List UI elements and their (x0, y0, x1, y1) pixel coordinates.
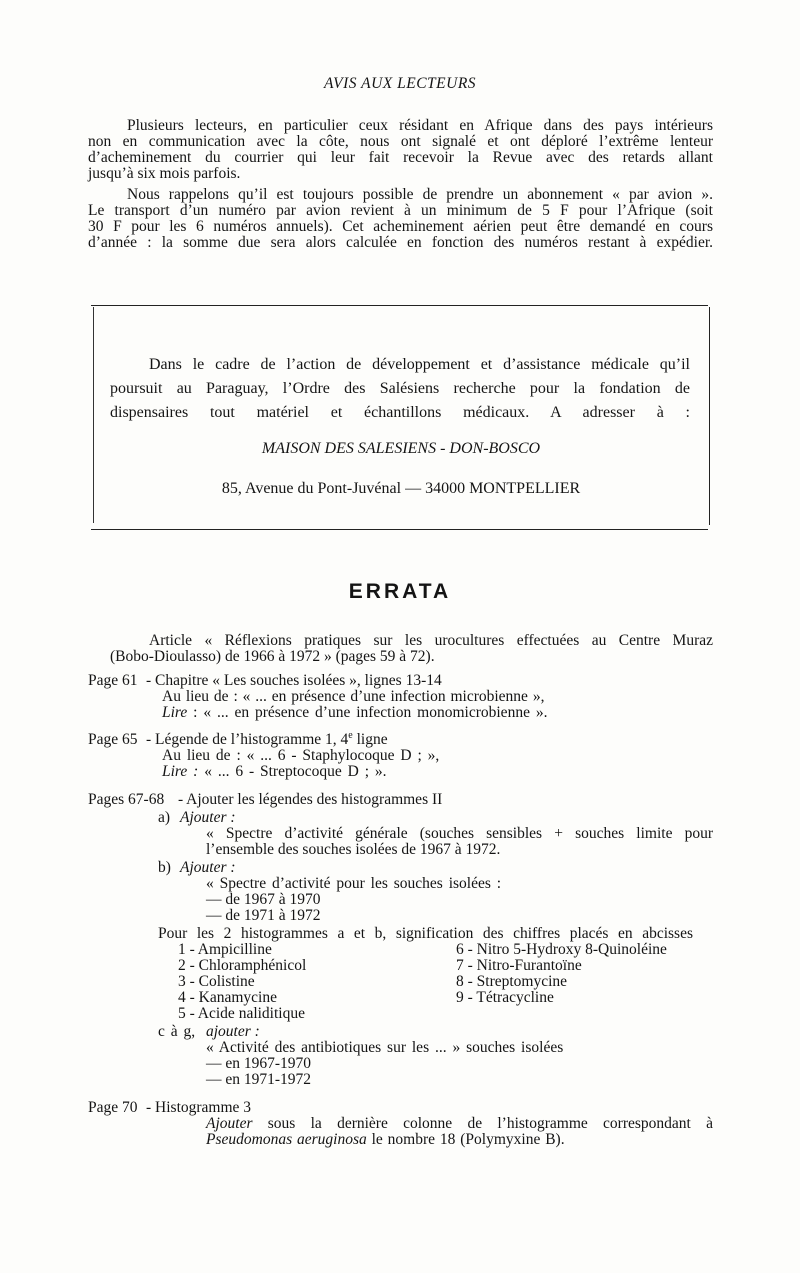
text-line: « Spectre d’activité pour les souches isolées : (206, 875, 502, 892)
lire-label: Lire (162, 704, 188, 721)
list-item: 5 - Acide naliditique (178, 1005, 305, 1022)
page-ref: Pages 67-68 (88, 791, 165, 808)
page-ref: Page 61 (88, 672, 138, 689)
text-line: — de 1967 à 1970 (206, 891, 321, 908)
text-line (206, 1116, 713, 1132)
text-line: Le transport d’un numéro par avion revient à un minimum de 5 F pour l’Afrique (soit (88, 202, 713, 219)
text-line: Au lieu de : « ... 6 - Staphylocoque D ; », (162, 747, 440, 764)
species-name: Pseudomonas aeruginosa (206, 1131, 367, 1148)
box-border-right (709, 307, 710, 525)
ajouter-label: ajouter : (206, 1023, 260, 1040)
list-item: 2 - Chloramphénicol (178, 957, 307, 974)
errata-title: ERRATA (348, 580, 452, 603)
superscript: e (348, 729, 353, 741)
text-line: « Spectre d’activité générale (souches sensibles + souches limite pour (206, 825, 713, 842)
text-line: — de 1971 à 1972 (206, 907, 321, 924)
text-line (162, 705, 547, 721)
text-line: - Chapitre « Les souches isolées », lignes 13-14 (146, 672, 442, 689)
text-line: Au lieu de : « ... en présence d’une infection microbienne », (162, 688, 545, 705)
lire-label: Lire : (162, 763, 199, 780)
text-line: non en communication avec la côte, nous ont signalé et ont déploré l’extrême lenteur (88, 133, 713, 150)
box-organization: MAISON DES SALESIENS - DON-BOSCO (261, 440, 541, 457)
lire-text: : « ... en présence d’une infection monomicrobienne ». (187, 704, 548, 721)
text-line: 30 F pour les 6 numéros annuels). Cet acheminement aérien peut être demandé en cours (88, 218, 713, 235)
ajouter-label: Ajouter : (180, 809, 236, 826)
box-line: dispensaires tout matériel et échantillons médicaux. A adresser à : (110, 404, 690, 421)
text-part: le nombre 18 (Polymyxine B). (366, 1131, 565, 1148)
ajouter-label: Ajouter (206, 1115, 253, 1132)
text-line: Plusieurs lecteurs, en particulier ceux résidant en Afrique dans des pays intérieurs (127, 117, 713, 134)
lire-text: « ... 6 - Streptocoque D ; ». (198, 763, 387, 780)
text-line: — en 1967-1970 (206, 1055, 312, 1072)
list-item: 3 - Colistine (178, 973, 255, 990)
text-line (146, 729, 388, 748)
page-ref: Page 70 (88, 1099, 138, 1116)
text-line: Article « Réflexions pratiques sur les urocultures effectuées au Centre Muraz (149, 632, 713, 649)
item-label: c à g, (158, 1023, 196, 1040)
list-item: 7 - Nitro-Furantoïne (456, 957, 582, 974)
avis-title: AVIS AUX LECTEURS (323, 75, 477, 92)
text-line: « Activité des antibiotiques sur les ... » souches isolées (206, 1039, 564, 1056)
text-line: - Ajouter les légendes des histogrammes II (178, 791, 443, 808)
item-label: a) (158, 809, 171, 826)
box-line: poursuit au Paraguay, l’Ordre des Salésiens recherche pour la fondation de (110, 380, 690, 397)
text-line: Nous rappelons qu’il est toujours possible de prendre un abonnement « par avion ». (127, 186, 713, 203)
list-item: 1 - Ampicilline (178, 941, 272, 958)
box-line: Dans le cadre de l’action de développement et d’assistance médicale qu’il (149, 356, 690, 373)
text-line: jusqu’à six mois parfois. (88, 165, 241, 182)
list-item: 4 - Kanamycine (178, 989, 277, 1006)
text-part: - Légende de l’histogramme 1, 4 (146, 731, 349, 748)
text-line: (Bobo-Dioulasso) de 1966 à 1972 » (pages 59 à 72). (110, 648, 435, 665)
item-label: b) (158, 859, 171, 876)
list-item: 6 - Nitro 5-Hydroxy 8-Quinoléine (456, 941, 667, 958)
list-item: 9 - Tétracycline (456, 989, 554, 1006)
text-line: — en 1971-1972 (206, 1071, 312, 1088)
page-ref: Page 65 (88, 731, 138, 748)
text-line: d’acheminement du courrier qui leur fait recevoir la Revue avec des retards allant (88, 149, 713, 166)
text-line: l’ensemble des souches isolées de 1967 à 1972. (206, 841, 501, 858)
text-line: d’année : la somme due sera alors calculée en fonction des numéros restant à expédier. (88, 234, 713, 251)
text-line: Pour les 2 histogrammes a et b, signification des chiffres placés en abcisses (158, 925, 693, 942)
text-line (162, 764, 387, 780)
ajouter-label: Ajouter : (180, 859, 236, 876)
text-part: sous la dernière colonne de l’histogramme correspondant à (252, 1115, 713, 1132)
text-part: ligne (352, 731, 388, 748)
box-address: 85, Avenue du Pont-Juvénal — 34000 MONTPELLIER (221, 480, 581, 497)
box-border-bottom (91, 529, 708, 530)
box-border-top (91, 305, 708, 306)
text-line: - Histogramme 3 (146, 1099, 252, 1116)
text-line (206, 1132, 565, 1148)
list-item: 8 - Streptomycine (456, 973, 568, 990)
